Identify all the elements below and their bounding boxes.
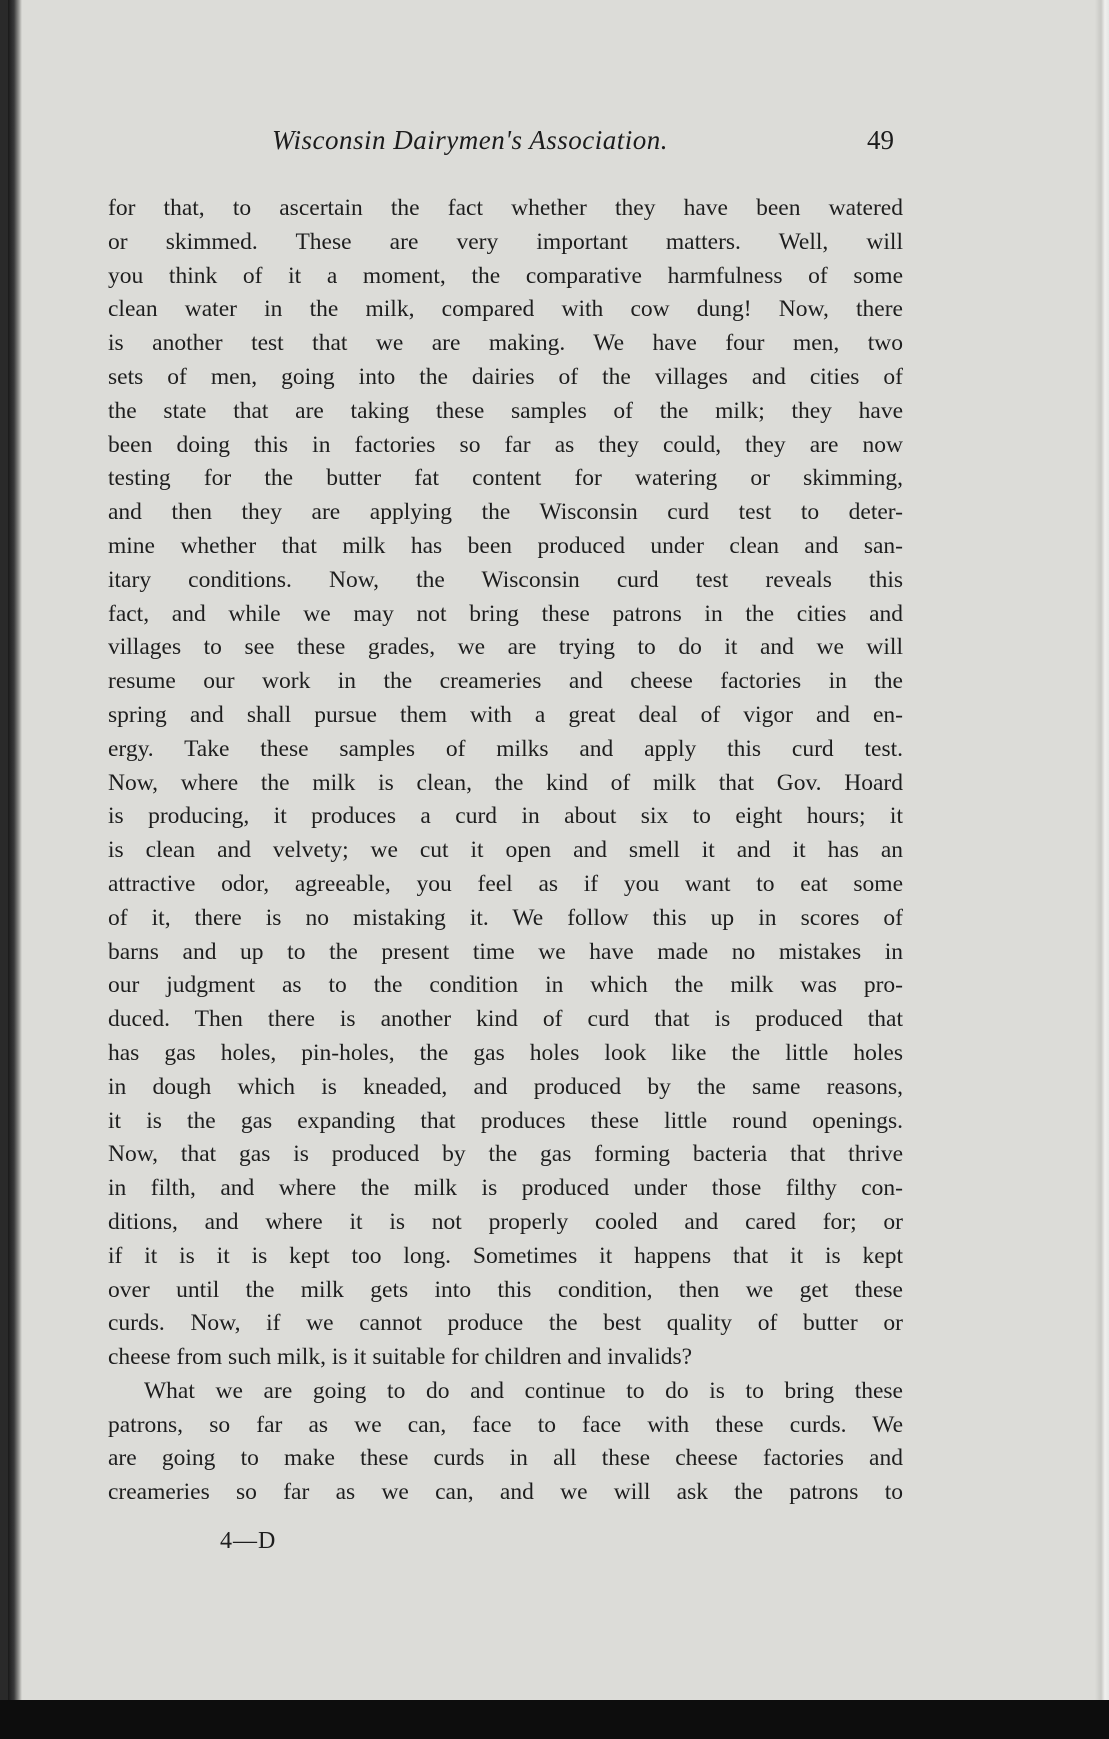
text-line: are going to make these curds in all these cheese factories and [108,1445,903,1472]
text-line: is producing, it produces a curd in about six to eight hours; it [108,803,903,830]
text-line: is another test that we are making. We have four men, two [108,330,903,357]
text-line: or skimmed. These are very important matters. Well, will [108,228,903,255]
text-line: creameries so far as we can, and we will ask the patrons to [108,1479,903,1506]
signature-mark: 4—D [220,1528,277,1554]
paragraph-1 [108,192,903,1375]
text-line: in dough which is kneaded, and produced by the same reasons, [108,1073,903,1100]
page-edge [1095,0,1109,1700]
paragraph-2 [108,1375,903,1510]
text-line: of it, there is no mistaking it. We follow this up in scores of [108,904,903,931]
text-line: patrons, so far as we can, face to face with these curds. We [108,1411,903,1438]
text-line: resume our work in the creameries and cheese factories in the [108,668,903,695]
text-line: Now, where the milk is clean, the kind of milk that Gov. Hoard [108,769,903,796]
page-header [110,125,900,165]
text-line: it is the gas expanding that produces these little round openings. [108,1107,903,1134]
text-line: fact, and while we may not bring these patrons in the cities and [108,600,903,627]
text-line: villages to see these grades, we are trying to do it and we will [108,634,903,661]
text-line: in filth, and where the milk is produced under those filthy con- [108,1175,903,1202]
body-text [108,192,903,1510]
text-line: clean water in the milk, compared with cow dung! Now, there [108,296,903,323]
text-line: curds. Now, if we cannot produce the best quality of butter or [108,1310,903,1337]
text-line: ditions, and where it is not properly cooled and cared for; or [108,1208,903,1235]
text-line: over until the milk gets into this condition, then we get these [108,1276,903,1303]
page-number: 49 [867,125,894,155]
text-line: What we are going to do and continue to do is to bring these [144,1377,903,1404]
text-line: has gas holes, pin-holes, the gas holes look like the little holes [108,1039,903,1066]
text-line: been doing this in factories so far as they could, they are now [108,431,903,458]
text-line: testing for the butter fat content for watering or skimming, [108,465,903,492]
text-line: our judgment as to the condition in which the milk was pro- [108,972,903,999]
text-line: and then they are applying the Wisconsin curd test to deter- [108,499,903,526]
text-line: duced. Then there is another kind of curd that is produced that [108,1006,903,1033]
text-line: Now, that gas is produced by the gas forming bacteria that thrive [108,1141,903,1168]
text-line: if it is it is kept too long. Sometimes it happens that it is kept [108,1242,903,1269]
text-line: cheese from such milk, is it suitable for children and invalids? [108,1344,693,1371]
running-title: Wisconsin Dairymen's Association. [271,125,669,155]
text-line: the state that are taking these samples of the milk; they have [108,397,903,424]
scan-bottom-border [0,1700,1109,1739]
text-line: you think of it a moment, the comparative harmfulness of some [108,262,903,289]
text-line: for that, to ascertain the fact whether they have been watered [108,195,903,221]
text-line: barns and up to the present time we have made no mistakes in [108,938,903,965]
text-line: spring and shall pursue them with a great deal of vigor and en- [108,701,903,728]
text-line: itary conditions. Now, the Wisconsin curd test reveals this [108,566,903,593]
text-line: is clean and velvety; we cut it open and smell it and it has an [108,837,903,864]
page-binding-shadow [8,0,22,1700]
text-line: attractive odor, agreeable, you feel as if you want to eat some [108,870,903,897]
text-line: sets of men, going into the dairies of the villages and cities of [108,363,903,390]
text-line: ergy. Take these samples of milks and apply this curd test. [108,735,903,762]
text-line: mine whether that milk has been produced under clean and san- [108,532,903,559]
